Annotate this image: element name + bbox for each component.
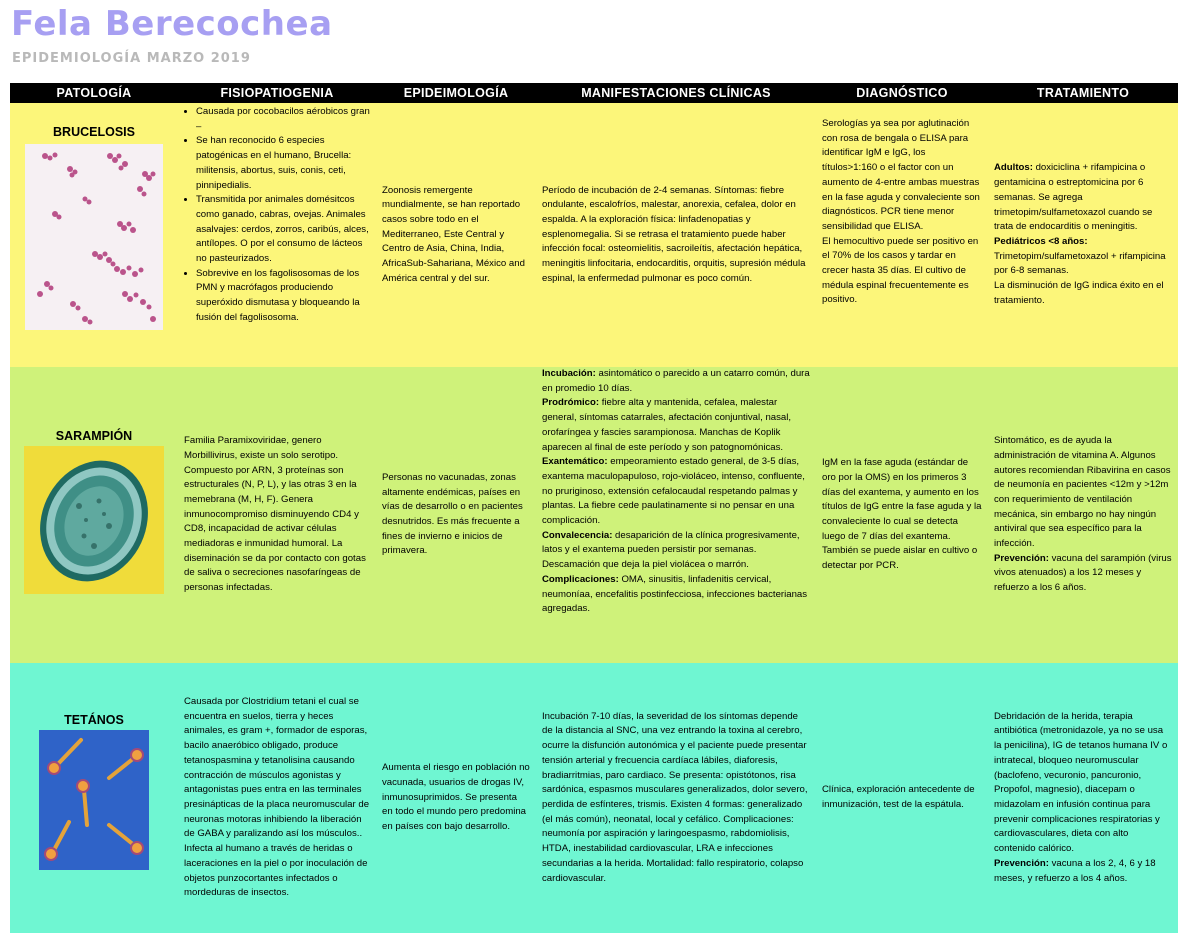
measles-virus-image <box>24 446 164 594</box>
tratamiento-label: Prevención: <box>994 857 1049 869</box>
tratamiento-text: Sintomático, es de ayuda la administración de vitamina A. Algunos autores recomiendan Ribavirina en casos de neumonía en pacientes <12m y >12m con requerimiento de ventilación mecánica, sin embargo no hay ningún antiviral que sea específico para la infección. <box>994 435 1171 550</box>
manifestaciones-cell: Incubación 7-10 días, la severidad de los síntomas depende de la distancia al SNC, una vez entrando la toxina al cerebro, ocurre la disfunción autonómica y el paciente puede presentar tensión arterial y frecuencia cardíaca lábiles, diaforesis, bradiarritmias, paro cardiaco. Se presenta: opistótonos, risa sardónica, espasmos musculares generalizados, dolor severo, perdida de esfínteres, trismis. Existen 4 formas: generalizado (el más común), neonatal, local y cefálico. Complicaciones: neumonía por aspiración y laringoespasmo, rabdomiolisis, HTDA, inestabilidad cardiovascular, LRA e infecciones secundarias a la herida. Mortalidad: fallo respiratorio, colapso cardiovascular. <box>536 663 816 933</box>
column-header-patologia: PATOLOGÍA <box>10 83 178 103</box>
fisiopatogenia-cell: Familia Paramixoviridae, genero Morbillivirus, existe un solo serotipo. Compuesto por ARN, 3 proteínas son estructurales (N, P, L), y las otras 3 en la memebrana (M, H, F). Genera inmunocompromiso disminuyendo CD4 y CD8, incapacidad de activar células mediadoras e inmunidad humoral. La diseminación se da por contacto con gotas de saliva o secreciones nasofaríngeas de personas infectadas. <box>178 367 376 663</box>
tratamiento-text: La disminución de IgG indica éxito en el tratamiento. <box>994 280 1164 306</box>
fisiopatogenia-cell <box>178 103 376 367</box>
tratamiento-cell <box>988 367 1178 663</box>
manifestacion-text: fiebre alta y mantenida, cefalea, malestar general, síntomas catarrales, afectación conjuntival, nasal, orofaríngea y fascies sarampionosa. Manchas de Koplik aparecen al final de este período y son patognomónicas. <box>542 397 792 453</box>
manifestacion-label: Complicaciones: <box>542 573 619 585</box>
column-header-diagnostico: DIAGNÓSTICO <box>816 83 988 103</box>
diagnostico-paragraph: Serologías ya sea por aglutinación con rosa de bengala o ELISA para identificar IgM e IgG, los títulos>1:160 o el factor con un aumento de 4-entre ambas muestras en la fase aguda y convaleciente son diagnósticos. PCR tiene menor sensibilidad que ELISA. <box>822 118 980 232</box>
epidemiologia-cell: Zoonosis remergente mundialmente, se han reportado casos sobre todo en el Mediterraneo, Este Central y Centro de Asia, China, India, AfricaSub-Sahariana, México and América central y del sur. <box>376 103 536 367</box>
disease-table <box>10 83 1178 933</box>
brucella-micrograph-image <box>25 144 163 330</box>
tratamiento-line <box>994 279 1172 308</box>
manifestacion-text: OMA, sinusitis, linfadenitis cervical, neumoníaa, encefalitis postinfecciosa, infecciones bacterianas agregadas. <box>542 573 808 615</box>
tratamiento-line <box>994 434 1172 552</box>
tratamiento-text: Debridación de la herida, terapia antibiótica (metronidazole, ya no se usa la penicilina), IG de tetanos humana IV o intratecal, bloqueo neuromuscular (baclofeno, vecuronio, pancuronio, Propofol, magnesio), diacepam o midazolam en infusión continua para prevenir complicaciones respiratorias y cardiovasculares, dieta con alto contenido calórico. <box>994 710 1168 855</box>
disease-name: SARAMPIÓN <box>55 429 133 443</box>
manifestacion-label: Prodrómico: <box>542 397 600 409</box>
epidemiologia-cell: Personas no vacunadas, zonas altamente endémicas, países en vías de desarrollo o en pacientes desnutridos. Es más frecuente a fines de invierno e inicios de primavera. <box>376 367 536 663</box>
epidemiologia-cell: Aumenta el riesgo en población no vacunada, usuarios de drogas IV, inmunosuprimidos. Se presenta en todo el mundo pero predomina en países con bajo desarrollo. <box>376 663 536 933</box>
list-item: • Se han reconocido 6 especies patogénicas en el humano, Brucella: militensis, abortus, suis, conis, ceti, pinnipedialis. <box>196 134 370 193</box>
manifestacion-label: Exantemático: <box>542 456 608 468</box>
tratamiento-line <box>994 235 1172 250</box>
manifestacion-line <box>542 367 810 396</box>
clostridium-tetani-image <box>39 730 149 870</box>
diagnostico-cell: Clínica, exploración antecedente de inmunización, test de la espátula. <box>816 663 988 933</box>
manifestacion-text: empeoramiento estado general, de 3-5 días, exantema maculopapuloso, rojo-violáceo, intenso, confluente, no pruriginoso, extensión cefalocaudal respetando palmas y plantas. La fiebre cede paulatinamente si no pensar en una complicación. <box>542 456 805 527</box>
table-row <box>10 367 1178 663</box>
manifestaciones-cell <box>536 367 816 663</box>
patologia-cell <box>10 103 178 367</box>
tratamiento-line <box>994 552 1172 596</box>
list-item: • Transmitida por animales domésitcos como ganado, cabras, ovejas. Animales asalvajes: cerdos, zorros, caribús, alces, antílopes. O por el consumo de lácteos no pasteurizados. <box>196 193 370 267</box>
diagnostico-paragraph: El hemocultivo puede ser positivo en el 70% de los casos y tardar en crecer hasta 35 días. El cultivo de médula espinal frecuentemente es positivo. <box>822 235 979 306</box>
list-item: • Causada por cocobacilos aérobicos gran – <box>196 105 370 134</box>
tratamiento-line <box>994 857 1172 886</box>
table-row <box>10 103 1178 367</box>
tratamiento-text: doxiciclina + rifampicina o gentamicina o estreptomicina por 6 semanas. Se agrega trimetopim/sulfametoxazol cuando se trata de endocarditis o meningitis. <box>994 162 1153 233</box>
tratamiento-label: Prevención: <box>994 552 1049 564</box>
manifestacion-line <box>542 396 810 455</box>
tratamiento-text: vacuna del sarampión (virus vivos atenuados) a los 12 meses y refuerzo a los 6 años. <box>994 552 1172 594</box>
list-item: • Sobrevive en los fagolisosomas de los PMN y macrófagos produciendo superóxido dismutasa y bloqueando la fusión del fagolisosoma. <box>196 267 370 326</box>
tratamiento-label: Pediátricos <8 años: <box>994 236 1088 247</box>
manifestacion-text: desaparición de la clínica progresivamente, latos y el exantema pueden persistir por semanas. Descamación que deja la piel violácea o marrón. <box>542 529 800 571</box>
tratamiento-text: Trimetopim/sulfametoxazol + rifampicina por 6-8 semanas. <box>994 250 1166 277</box>
tratamiento-cell <box>988 103 1178 367</box>
table-header-row <box>10 83 1178 103</box>
tratamiento-line <box>994 161 1172 235</box>
tratamiento-text: vacuna a los 2, 4, 6 y 18 meses, y refuerzo a los 4 años. <box>994 857 1156 884</box>
tratamiento-line <box>994 250 1172 279</box>
tratamiento-cell <box>988 663 1178 933</box>
manifestacion-label: Convalecencia: <box>542 529 613 541</box>
manifestaciones-cell: Período de incubación de 2-4 semanas. Síntomas: fiebre ondulante, escalofríos, malestar, anorexia, cefalea, dolor en espalda. A la exploración física: linfadenopatias y esplenomegalia. Si se retrasa el tratamiento puede haber infección focal: osteomielitis, sacroileítis, afectación hepática, meningitis linfocitaria, endocarditis, orquitis, supresión médula espinal, la enfermedad pulmonar es poco común. <box>536 103 816 367</box>
disease-name: TETÁNOS <box>64 713 124 727</box>
manifestacion-text: asintomático o parecido a un catarro común, dura en promedio 10 días. <box>542 368 810 394</box>
page-title: Fela Berecochea <box>11 4 333 44</box>
page-subtitle: EPIDEMIOLOGÍA MARZO 2019 <box>12 51 251 66</box>
disease-name: BRUCELOSIS <box>53 125 135 139</box>
patologia-cell <box>10 663 178 933</box>
table-row <box>10 663 1178 933</box>
manifestacion-label: Incubación: <box>542 368 596 379</box>
manifestacion-line <box>542 573 810 617</box>
manifestacion-line <box>542 455 810 529</box>
tratamiento-label: Adultos: <box>994 162 1033 174</box>
fisiopatogenia-cell: Causada por Clostridium tetani el cual se encuentra en suelos, tierra y heces animales, es gram +, formador de esporas, bacilo anaeróbico obligado, produce tetanospasmina y tetanolisina causando contracción de músculos agonistas y antagonistas pues entra en las terminales presinápticas de la placa neuromuscular de neuronas motoras inhibiendo la liberación de GABA y paralizando así los músculos.. Infecta al humano a través de heridas o laceraciones en la piel o por inoculación de objetos punzocortantes infectados o mordeduras de insectos. <box>178 663 376 933</box>
column-header-tratamiento: TRATAMIENTO <box>988 83 1178 103</box>
patologia-cell <box>10 367 178 663</box>
column-header-fisiopatogenia: FISIOPATIOGENIA <box>178 83 376 103</box>
manifestacion-line <box>542 529 810 573</box>
tratamiento-line <box>994 710 1172 857</box>
diagnostico-cell: IgM en la fase aguda (estándar de oro por la OMS) en los primeros 3 días del exantema, y aumento en los títulos de IgG entre la fase aguda y la convaleciente lo cual se detecta luego de 7 días del exantema. También se puede aislar en cultivo o detectar por PCR. <box>816 367 988 663</box>
column-header-epidemiologia: EPIDEIMOLOGÍA <box>376 83 536 103</box>
column-header-manifestaciones: MANIFESTACIONES CLÍNICAS <box>536 83 816 103</box>
diagnostico-cell <box>816 103 988 367</box>
